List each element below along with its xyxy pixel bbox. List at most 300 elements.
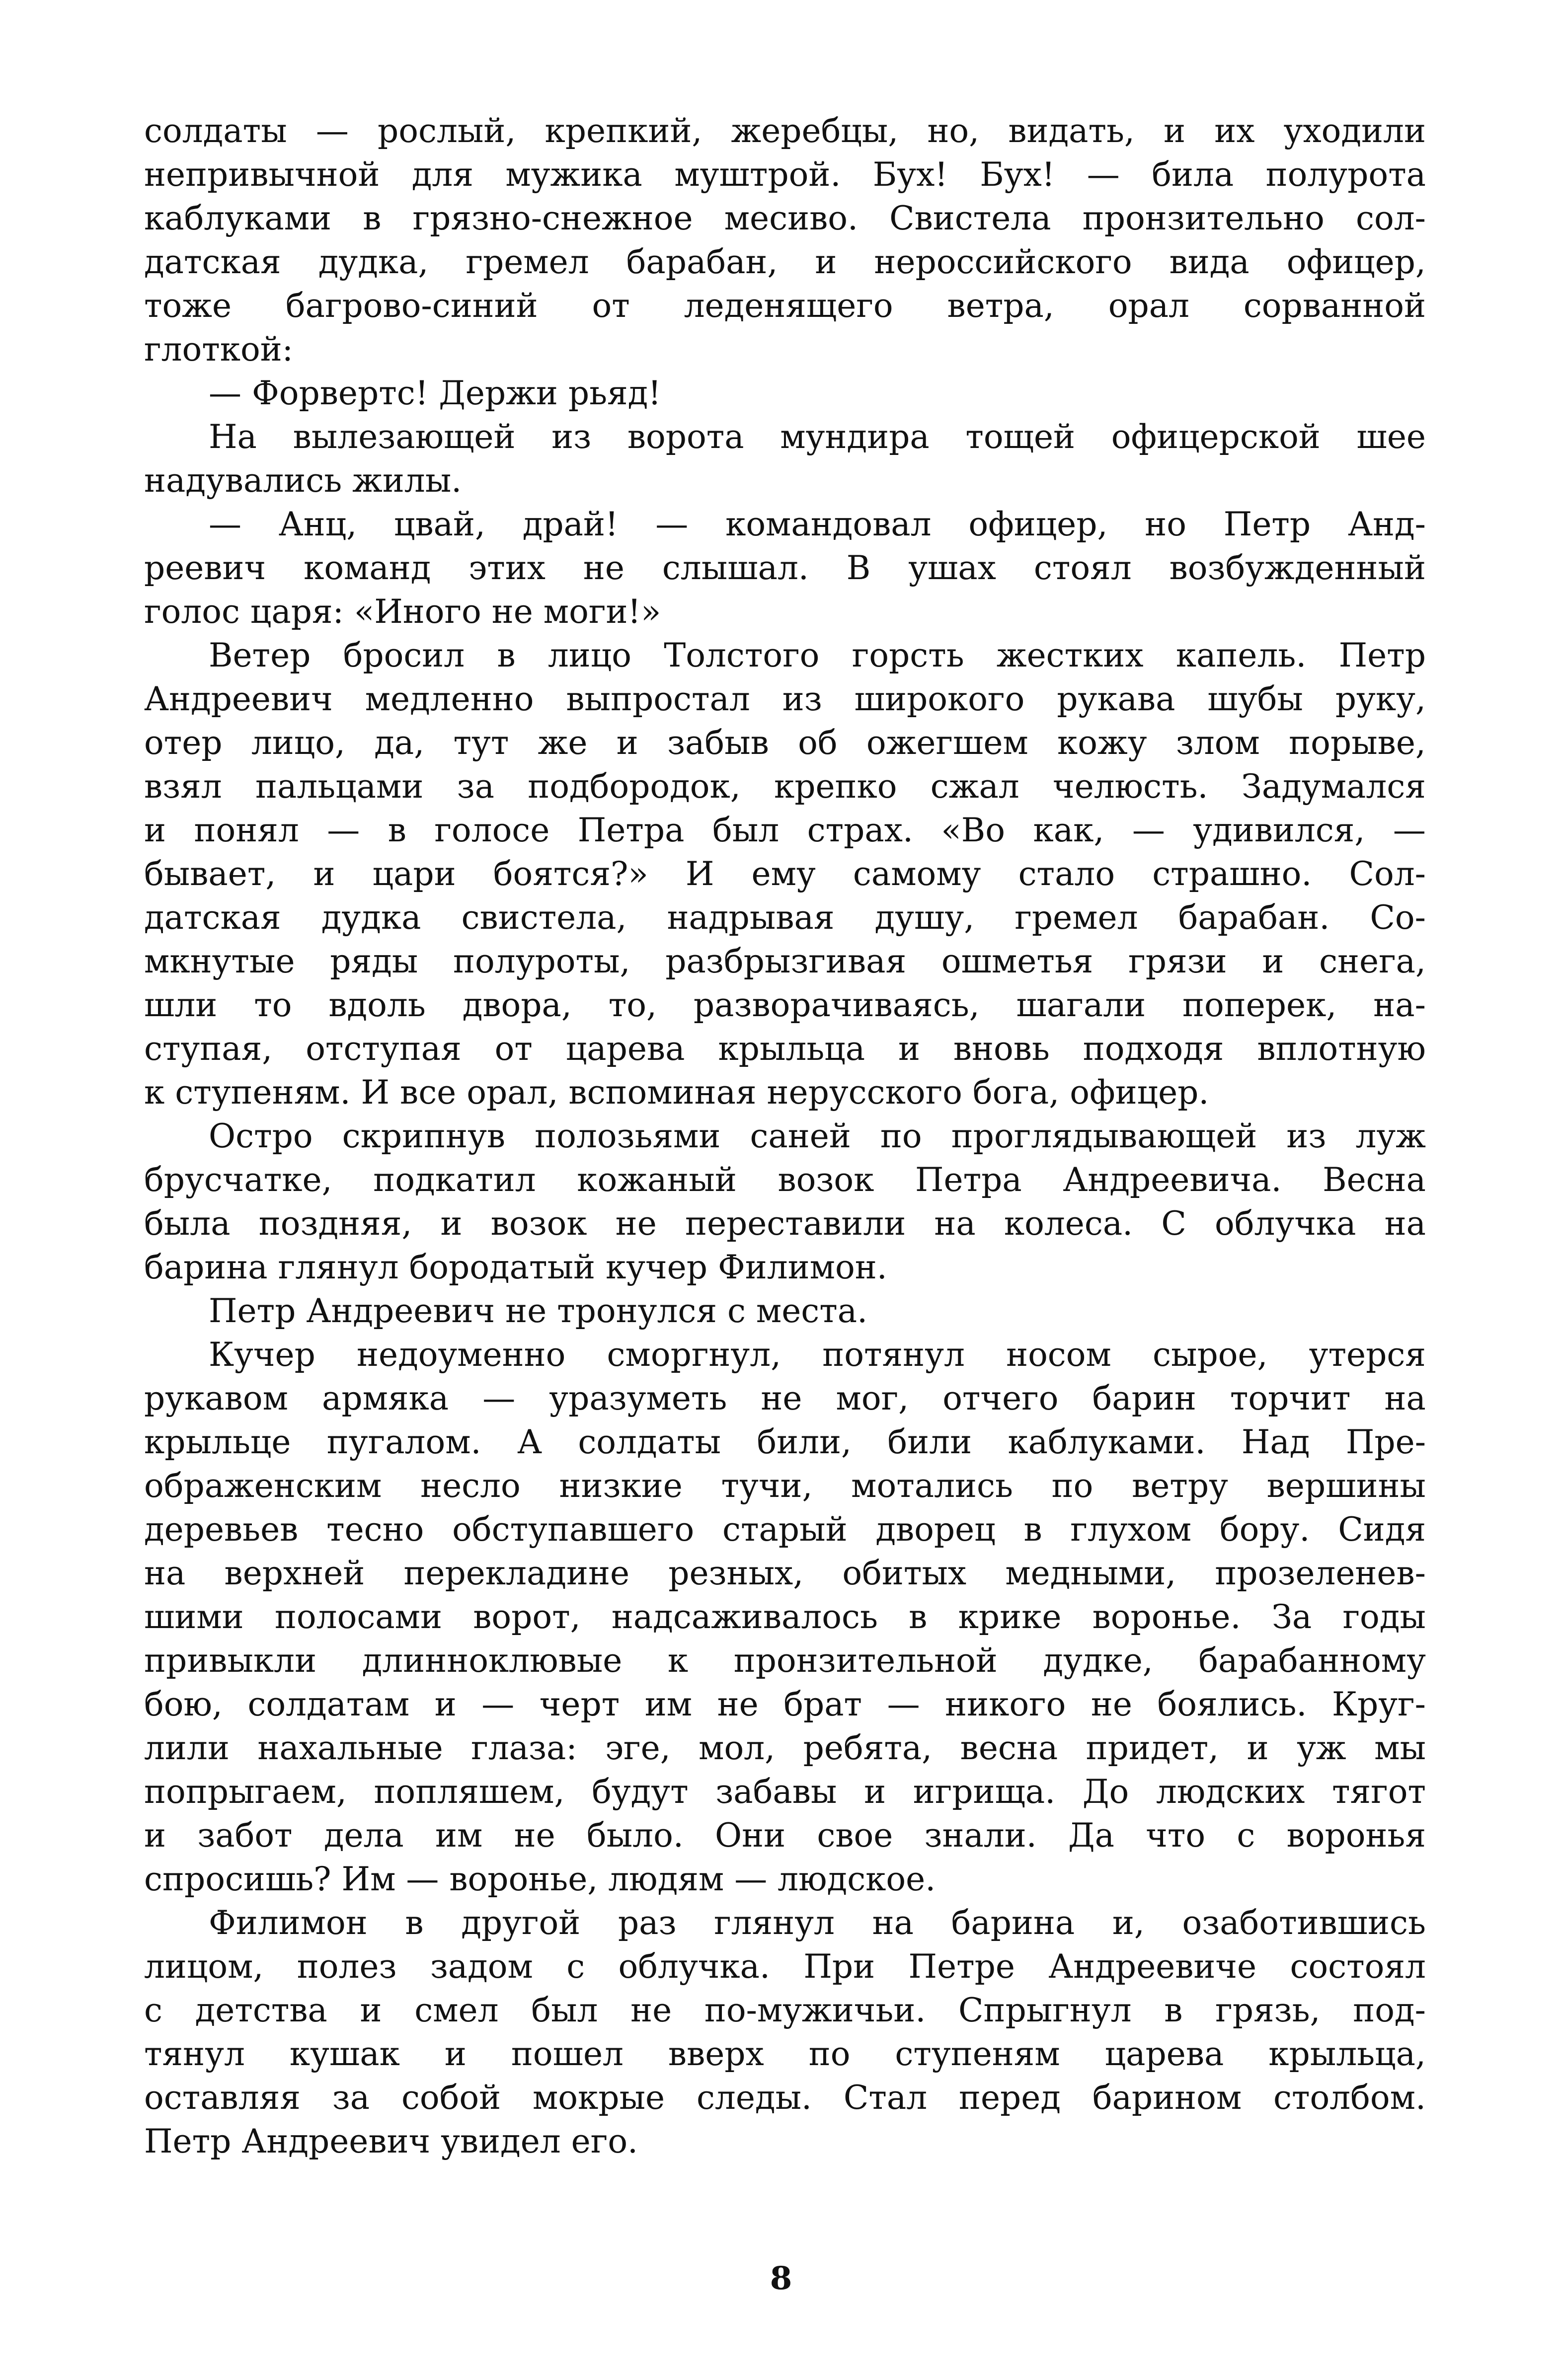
word: били, [757,1423,852,1461]
word: рослый, [378,112,516,150]
word: прозеленев- [1215,1554,1426,1592]
word: цари [372,855,456,893]
word: барабан. [1178,898,1330,937]
word: датская [144,898,281,937]
word: царева [1104,2035,1224,2073]
word: барабан, [626,243,778,281]
word: дворец [875,1510,996,1549]
word: Спрыгнул [958,1991,1132,2029]
word: — [1132,811,1165,849]
word: грязно-снежное [412,199,693,237]
word: ворота [627,418,744,456]
word: А [517,1423,542,1461]
word: ушах [908,549,996,587]
word: разворачиваясь, [693,986,980,1024]
word: в [497,636,516,674]
text-line [144,1595,1426,1639]
word: но, [927,112,980,150]
word: уходили [1283,112,1426,150]
word: лицо, [251,724,345,762]
word: сорванной [1243,287,1426,325]
text-line [144,677,1426,721]
text-line: — Форвертс! Держи рьяд! [209,374,661,412]
word: за [332,2079,370,2117]
word: За [1271,1598,1312,1636]
word: Со- [1370,898,1426,937]
word: возок [778,1161,874,1199]
word: руку, [1335,680,1426,718]
word: Андреевиче [1048,1947,1257,1986]
word: и [440,1204,463,1243]
word: облучка [1215,1204,1356,1243]
word: привыкли [144,1641,317,1680]
word: об [798,724,838,762]
word: сморгнул, [607,1336,781,1374]
word: забот [197,1816,293,1855]
word: их [1214,112,1255,150]
word: шее [1356,418,1426,456]
word: отчего [942,1379,1059,1417]
word: вновь [953,1030,1050,1068]
word: игрища. [913,1773,1056,1811]
word: С [1161,1204,1186,1243]
word: На [209,418,257,456]
word: офицер, [968,505,1108,543]
word: и [815,243,837,281]
word: Задумался [1241,767,1426,806]
word: резных, [668,1554,804,1592]
word: — [887,1685,920,1723]
word: команд [304,549,431,587]
word: крике [958,1598,1062,1636]
word: собой [401,2079,501,2117]
word: длинноклювые [362,1641,623,1680]
word: — [327,811,360,849]
word: годы [1342,1598,1426,1636]
word: дудка, [318,243,429,281]
word: Круг- [1331,1685,1426,1723]
word: дудка [321,898,421,937]
word: ступая, [144,1030,273,1068]
text-line [144,153,1426,197]
word: крепко [774,767,897,806]
word: датская [144,243,281,281]
word: тесно [326,1510,424,1549]
word: Пре- [1345,1423,1426,1461]
word: Анц, [278,505,357,543]
word: не [583,549,625,587]
word: облучка. [618,1947,770,1986]
word: Петр [1338,636,1426,674]
text-line [144,1333,1426,1377]
word: бою, [144,1685,223,1723]
text-line [144,415,1426,459]
word: несло [420,1467,521,1505]
text-line [144,896,1426,940]
word: шими [144,1598,244,1636]
word: надсаживалось [611,1598,878,1636]
word: ступеням [895,2035,1060,2073]
word: весна [960,1729,1058,1767]
word: двора, [462,986,572,1024]
word: Андреевича. [1063,1161,1282,1199]
word: этих [469,549,546,587]
word: боятся?» [493,855,648,893]
word: Филимон [209,1904,368,1942]
word: возбужденный [1169,549,1426,587]
text-line [144,1420,1426,1464]
word: била [1152,155,1234,194]
word: обитых [842,1554,967,1592]
text-line [144,1770,1426,1814]
word: не [717,1685,759,1723]
word: вдоль [328,986,426,1024]
word: Бух! [980,155,1055,194]
word: за [457,767,494,806]
word: вылезающей [293,418,516,456]
word: луж [1355,1117,1426,1155]
word: страшно. [1152,855,1312,893]
word: мол, [699,1729,776,1767]
word: надрывая [667,898,835,937]
word: Да [1068,1816,1114,1855]
word: полуроты, [453,942,630,980]
word: солдаты [578,1423,721,1461]
word: и [616,724,638,762]
word: ворот, [473,1598,581,1636]
word: в [388,811,406,849]
word: уразуметь [549,1379,727,1417]
word: тягот [1331,1773,1426,1811]
word: — [1393,811,1426,849]
text-line [144,1639,1426,1683]
word: на [934,1204,976,1243]
word: торчит [1230,1379,1351,1417]
word: столбом. [1273,2079,1426,2117]
word: из [1286,1117,1327,1155]
word: и [313,855,335,893]
word: Андреевич [144,680,333,718]
text-line [144,284,1426,328]
word: снега, [1319,942,1426,980]
text-line [144,197,1426,240]
word: вплотную [1257,1030,1426,1068]
word: жестких [996,636,1144,674]
word: удивился, [1193,811,1365,849]
text-line [144,503,1426,546]
word: самому [853,855,981,893]
word: Остро [209,1117,313,1155]
word: крыльца, [1268,2035,1426,2073]
word: для [411,155,473,194]
word: было. [586,1816,684,1855]
word: Петра [915,1161,1022,1199]
word: с [566,1947,585,1986]
word: оставляя [144,2079,301,2117]
text-line [144,1115,1426,1158]
word: глаза: [471,1729,577,1767]
word: медными, [1005,1554,1176,1592]
word: по [1051,1467,1093,1505]
word: страх. [807,811,913,849]
text-line [144,940,1426,983]
word: шагали [1016,986,1146,1024]
word: кожаный [577,1161,737,1199]
word: дудке, [1043,1641,1153,1680]
word: будут [592,1773,689,1811]
word: и [360,1991,382,2029]
word: раз [618,1904,677,1942]
word: и [864,1773,886,1811]
word: к [667,1641,689,1680]
word: И [685,855,714,893]
word: рукавом [144,1379,288,1417]
word: была [144,1204,231,1243]
word: бывает, [144,855,276,893]
word: детства [195,1991,327,2029]
text-line [144,2032,1426,2076]
word: в [1164,1991,1183,2029]
word: эге, [605,1729,671,1767]
word: мы [1374,1729,1426,1767]
word: им [644,1685,693,1723]
word: вверх [668,2035,764,2073]
word: голосе [434,811,550,849]
text-line [144,634,1426,677]
word: уж [1297,1729,1346,1767]
word: деревьев [144,1510,299,1549]
word: ряды [330,942,418,980]
text-line [144,240,1426,284]
word: полосами [274,1598,442,1636]
word: Сол- [1349,855,1426,893]
word: с [144,1991,162,2029]
word: верхней [224,1554,365,1592]
text-line: Петр Андреевич не тронулся с места. [209,1292,868,1330]
word: мкнутые [144,942,295,980]
word: крепкий, [545,112,703,150]
word: армяка [321,1379,449,1417]
word: перекладине [403,1554,630,1592]
word: выпростал [566,680,750,718]
word: офицер, [1286,243,1426,281]
word: глухом [1070,1510,1192,1549]
word: как, [1033,811,1104,849]
word: подходя [1083,1030,1224,1068]
text-line: барина глянул бородатый кучер Филимон. [144,1248,887,1286]
word: месиво. [724,199,858,237]
word: капель. [1175,636,1307,674]
word: крыльце [144,1423,291,1461]
word: попляшем, [374,1773,565,1811]
word: был [531,1991,598,2029]
word: стоял [1033,549,1132,587]
word: по [880,1117,922,1155]
word: Анд- [1347,505,1426,543]
word: задом [430,1947,533,1986]
word: глянул [714,1904,835,1942]
word: из [782,680,822,718]
word: ошметья [941,942,1093,980]
word: — [1087,155,1120,194]
word: царева [565,1030,685,1068]
text-line [144,1989,1426,2032]
word: по [808,2035,851,2073]
word: знали. [924,1816,1037,1855]
word: тоже [144,287,232,325]
word: не [1091,1685,1132,1723]
word: и [434,1685,457,1723]
word: ожегшем [866,724,1028,762]
word: гремел [1015,898,1138,937]
text-line: к ступеням. И все орал, вспоминая нерусского бога, офицер. [144,1073,1209,1112]
word: на- [1373,986,1426,1024]
text-line [144,1726,1426,1770]
word: свистела, [461,898,627,937]
word: пронзительно [1082,199,1325,237]
word: слышал. [662,549,809,587]
word: барином [1092,2079,1242,2117]
text-line [144,721,1426,765]
word: воронья [1286,1816,1426,1855]
word: под- [1353,1991,1426,2029]
word: черт [539,1685,620,1723]
word: «Во [941,811,1006,849]
word: леденящего [684,287,893,325]
word: на [1384,1204,1426,1243]
word: кожу [1057,724,1147,762]
word: муштрой. [674,155,841,194]
word: колеса. [1004,1204,1133,1243]
word: недоуменно [357,1336,566,1374]
word: подбородок, [528,767,741,806]
word: мужика [505,155,642,194]
word: в [405,1904,424,1942]
word: потянул [822,1336,965,1374]
text-line [144,1027,1426,1071]
word: не [630,1991,672,2029]
word: понял [194,811,299,849]
word: видать, [1008,112,1135,150]
text-line [144,809,1426,852]
word: то [254,986,292,1024]
word: обступавшего [452,1510,695,1549]
word: брат [783,1685,862,1723]
word: из [551,418,592,456]
word: злом [1175,724,1260,762]
word: Петре [908,1947,1015,1986]
text-line [144,1158,1426,1202]
word: Петр [1223,505,1311,543]
word: возок [490,1204,587,1243]
word: с [1237,1816,1255,1855]
word: шли [144,986,218,1024]
word: горсть [852,636,964,674]
word: забавы [715,1773,837,1811]
word: ветру [1132,1467,1228,1505]
page-body [144,109,1426,2163]
word: придет, [1086,1729,1219,1767]
word: — [315,112,349,150]
word: бросил [343,636,465,674]
text-line [144,1814,1426,1858]
text-line [144,2076,1426,2120]
text-line [144,1377,1426,1420]
word: же [538,724,588,762]
text-line [144,852,1426,896]
word: на [144,1554,186,1592]
word: утерся [1309,1336,1426,1374]
word: в [363,199,382,237]
word: ребята, [803,1729,933,1767]
word: старый [722,1510,848,1549]
word: тянул [144,2035,245,2073]
word: непривычной [144,155,380,194]
word: сырое, [1153,1336,1268,1374]
text-line [144,1464,1426,1508]
word: жеребцы, [731,112,899,150]
word: — [481,1685,515,1723]
word: полозьями [535,1117,721,1155]
word: брусчатке, [144,1161,332,1199]
word: вершины [1266,1467,1426,1505]
word: порыве, [1289,724,1426,762]
word: широкого [854,680,1025,718]
word: Сидя [1338,1510,1426,1549]
word: каблуками. [1008,1423,1206,1461]
text-line: голос царя: «Иного не моги!» [144,593,661,631]
word: что [1146,1816,1206,1855]
word: драй! [522,505,619,543]
word: лицо [547,636,631,674]
word: попрыгаем, [144,1773,347,1811]
word: Весна [1323,1161,1426,1199]
word: и [144,811,166,849]
word: челюсть. [1053,767,1208,806]
word: До [1082,1773,1129,1811]
word: тучи, [721,1467,813,1505]
word: саней [750,1117,851,1155]
word: смел [414,1991,499,2029]
word: никого [945,1685,1066,1723]
word: грязь, [1215,1991,1321,2029]
word: сжал [930,767,1019,806]
word: сол- [1356,199,1426,237]
word: стало [1018,855,1115,893]
word: солдаты [144,112,287,150]
word: то, [608,986,657,1024]
word: каблуками [144,199,332,237]
word: свое [817,1816,893,1855]
word: били [887,1423,972,1461]
word: следы. [696,2079,812,2117]
text-line: спросишь? Им — воронье, людям — людское. [144,1860,936,1898]
word: был [712,811,780,849]
word: другой [461,1904,581,1942]
word: Петра [577,811,685,849]
word: от [592,287,630,325]
word: Свистела [889,199,1051,237]
word: тощей [965,418,1076,456]
word: кушак [289,2035,400,2073]
word: Ветер [209,636,311,674]
word: крыльца [718,1030,865,1068]
word: бору. [1219,1510,1310,1549]
word: состоял [1290,1947,1426,1986]
word: подкатил [373,1161,536,1199]
word: людских [1156,1773,1305,1811]
word: лили [144,1729,230,1767]
